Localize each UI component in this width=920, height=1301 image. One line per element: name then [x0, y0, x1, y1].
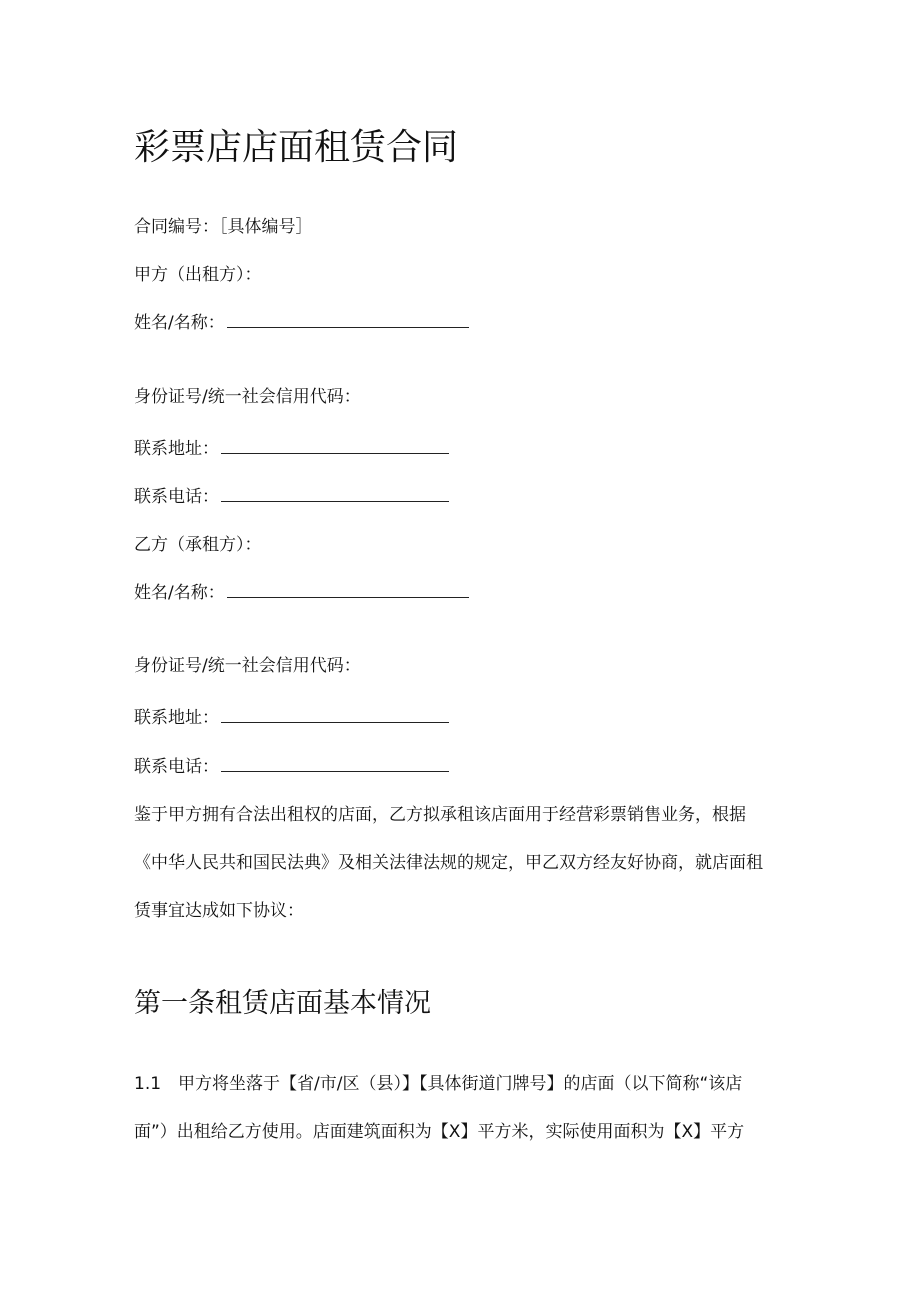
- party-b-name-label: 姓名/名称：: [134, 583, 225, 603]
- party-b-header: 乙方（承租方）：: [134, 535, 262, 555]
- document-title: 彩票店店面租赁合同: [134, 127, 459, 168]
- party-a-address-row: [134, 437, 449, 461]
- party-a-address-label: 联系地址：: [134, 439, 219, 459]
- party-a-id-label: 身份证号/统一社会信用代码：: [134, 387, 361, 407]
- preamble-line-1: 鉴于甲方拥有合法出租权的店面，乙方拟承租该店面用于经营彩票销售业务，根据: [134, 805, 746, 825]
- party-b-phone-blank: [221, 755, 449, 772]
- party-a-header: 甲方（出租方）：: [134, 265, 262, 285]
- party-a-phone-label: 联系电话：: [134, 487, 219, 507]
- party-a-phone-row: [134, 485, 449, 509]
- party-a-name-label: 姓名/名称：: [134, 313, 225, 333]
- party-a-address-blank: [221, 437, 449, 454]
- party-b-phone-label: 联系电话：: [134, 757, 219, 777]
- clause-1-1-line-2: 面”）出租给乙方使用。店面建筑面积为【X】平方米，实际使用面积为【X】平方: [134, 1122, 745, 1142]
- section-1-heading: 第一条租赁店面基本情况: [134, 988, 431, 1019]
- party-b-name-blank: [227, 581, 469, 598]
- party-a-name-blank: [227, 311, 469, 328]
- party-b-address-blank: [221, 706, 449, 723]
- party-b-name-row: [134, 581, 469, 605]
- preamble-line-2: 《中华人民共和国民法典》及相关法律法规的规定，甲乙双方经友好协商，就店面租: [134, 853, 763, 873]
- party-b-id-label: 身份证号/统一社会信用代码：: [134, 656, 361, 676]
- preamble-line-3: 赁事宜达成如下协议：: [134, 901, 304, 921]
- clause-1-1-line-1: 1.1 甲方将坐落于【省/市/区（县）】【具体街道门牌号】的店面（以下简称“该店: [134, 1074, 743, 1094]
- party-b-address-row: [134, 706, 449, 730]
- party-b-phone-row: [134, 755, 449, 779]
- contract-number: 合同编号：［具体编号］: [134, 217, 313, 237]
- party-a-name-row: [134, 311, 469, 335]
- party-a-phone-blank: [221, 485, 449, 502]
- party-b-address-label: 联系地址：: [134, 708, 219, 728]
